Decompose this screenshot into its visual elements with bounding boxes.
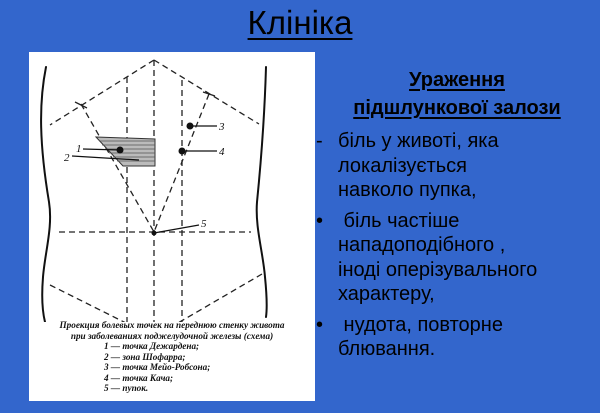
- bullet-icon: •: [316, 209, 324, 232]
- section-heading: [314, 66, 600, 122]
- symptom-line: навколо пупка,: [338, 179, 477, 201]
- slide-title-text: Клініка: [247, 4, 353, 41]
- symptom-line: характеру,: [338, 283, 435, 305]
- shoffar-zone: [96, 137, 155, 166]
- caption-item: 1 — точка Дежардена;: [104, 341, 200, 351]
- caption-head-line-1: Проекция болевых точек на переднюю стенку живота: [59, 320, 285, 330]
- symptom-line: нудота, повторне: [338, 313, 503, 336]
- symptom-line: локалізується: [338, 154, 468, 177]
- symptom-line: нападоподібного ,: [338, 234, 506, 256]
- body-outline-right: [257, 67, 267, 317]
- label-1: 1: [76, 143, 82, 155]
- caption-item: 4 — точка Кача;: [104, 372, 174, 383]
- label-5: 5: [201, 218, 207, 230]
- symptom-item: [316, 209, 600, 307]
- symptom-line: блювання.: [338, 338, 436, 360]
- dash-marker: -: [316, 130, 323, 152]
- label-4: 4: [219, 146, 225, 158]
- symptom-line: біль частіше: [338, 209, 460, 232]
- heading-line-1: Ураження: [409, 69, 505, 91]
- abdomen-diagram: [29, 52, 315, 322]
- symptom-line: іноді оперізувального: [338, 258, 538, 281]
- caption-item: 3 — точка Мейо-Робсона;: [104, 362, 211, 372]
- symptom-item: [316, 313, 600, 362]
- caption-items: [29, 341, 315, 394]
- bullet-icon: •: [316, 313, 324, 336]
- label-2: 2: [64, 152, 70, 164]
- symptom-list: [316, 129, 600, 362]
- caption-item: 5 — пупок.: [104, 383, 149, 393]
- caption-head-line-2: при заболеваниях поджелудочной железы (схема): [70, 330, 274, 341]
- symptom-line: біль у животі, яка: [338, 130, 499, 152]
- slide-title: [0, 4, 600, 42]
- heading-line-2: підшлункової залози: [353, 97, 561, 119]
- caption-item: 2 — зона Шофарра;: [104, 351, 186, 362]
- label-3: 3: [219, 121, 225, 133]
- abdomen-pain-points-figure: [29, 52, 315, 401]
- figure-caption: [29, 320, 315, 394]
- body-outline-left: [41, 67, 50, 322]
- symptom-item: [316, 129, 600, 203]
